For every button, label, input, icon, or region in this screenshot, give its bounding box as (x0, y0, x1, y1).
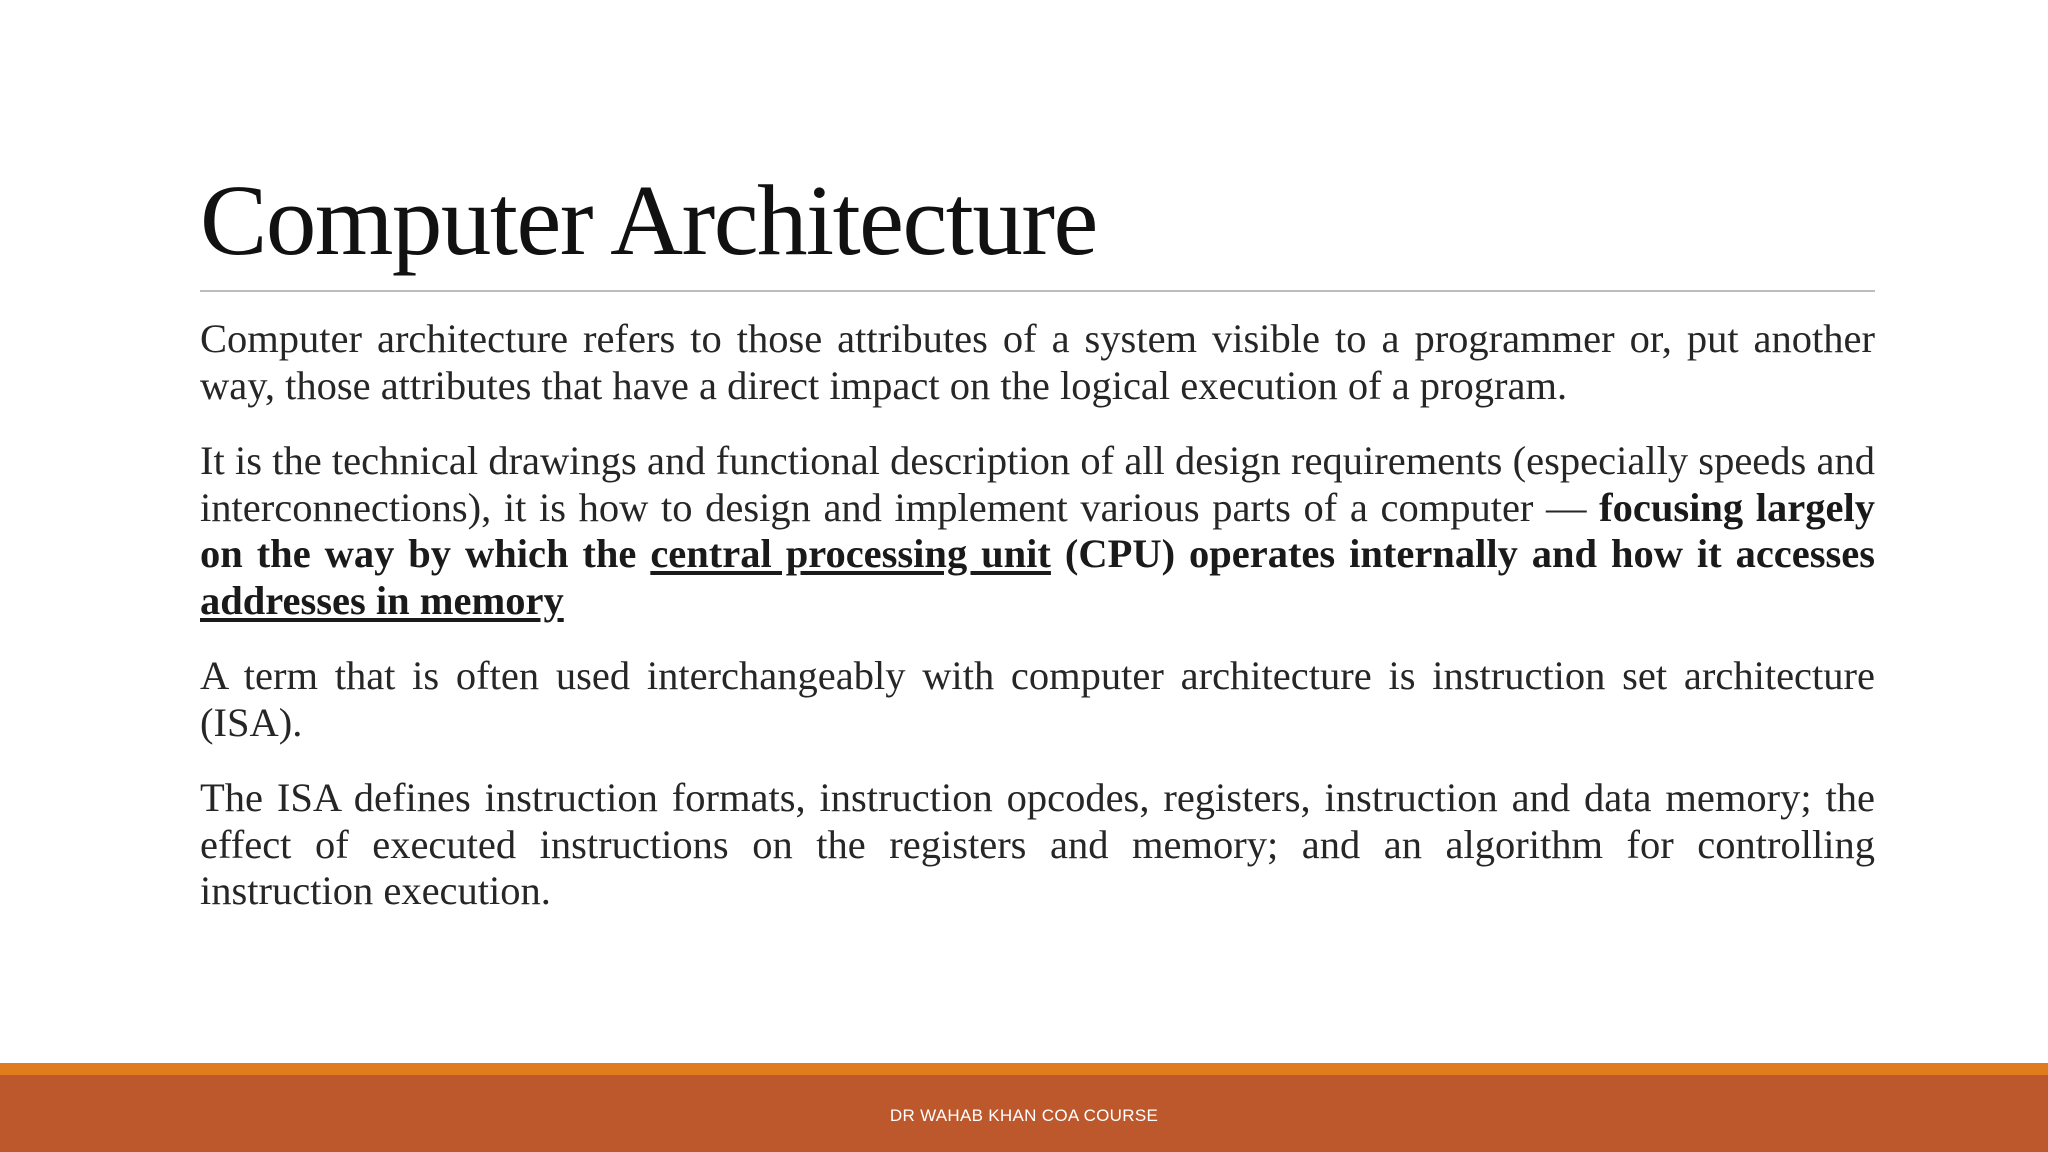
paragraph-definition: Computer architecture refers to those attributes of a system visible to a programmer or, put another way, those attributes that have a direct impact on the logical execution of a program. (200, 316, 1875, 408)
paragraph-isa-term: A term that is often used interchangeably with computer architecture is instruction set architecture (ISA). (200, 653, 1875, 745)
paragraph-technical-drawings-bold-mid: (CPU) operates internally and how it accesses (1050, 531, 1876, 576)
paragraph-technical-drawings-bold-lead: focusing largely on the way by which the (200, 484, 1875, 576)
paragraph-technical-drawings (200, 438, 1875, 624)
slide-body (200, 316, 1875, 944)
slide-title: Computer Architecture (200, 164, 1097, 276)
footer-accent-stripe (0, 1063, 2048, 1075)
paragraph-isa-definition: The ISA defines instruction formats, instruction opcodes, registers, instruction and data memory; the effect of executed instructions on the registers and memory; and an algorithm for controlling instruction execution. (200, 775, 1875, 913)
title-divider (200, 290, 1875, 292)
footer-text: DR WAHAB KHAN COA COURSE (889, 1106, 1159, 1125)
paragraph-technical-drawings-plain: It is the technical drawings and functional description of all design requirements (especially speeds and interconnections), it is how to design and implement various parts of a computer — (200, 438, 1875, 530)
memory-addresses-link[interactable]: addresses in memory (200, 577, 564, 623)
cpu-link[interactable]: central processing unit (650, 531, 1051, 576)
